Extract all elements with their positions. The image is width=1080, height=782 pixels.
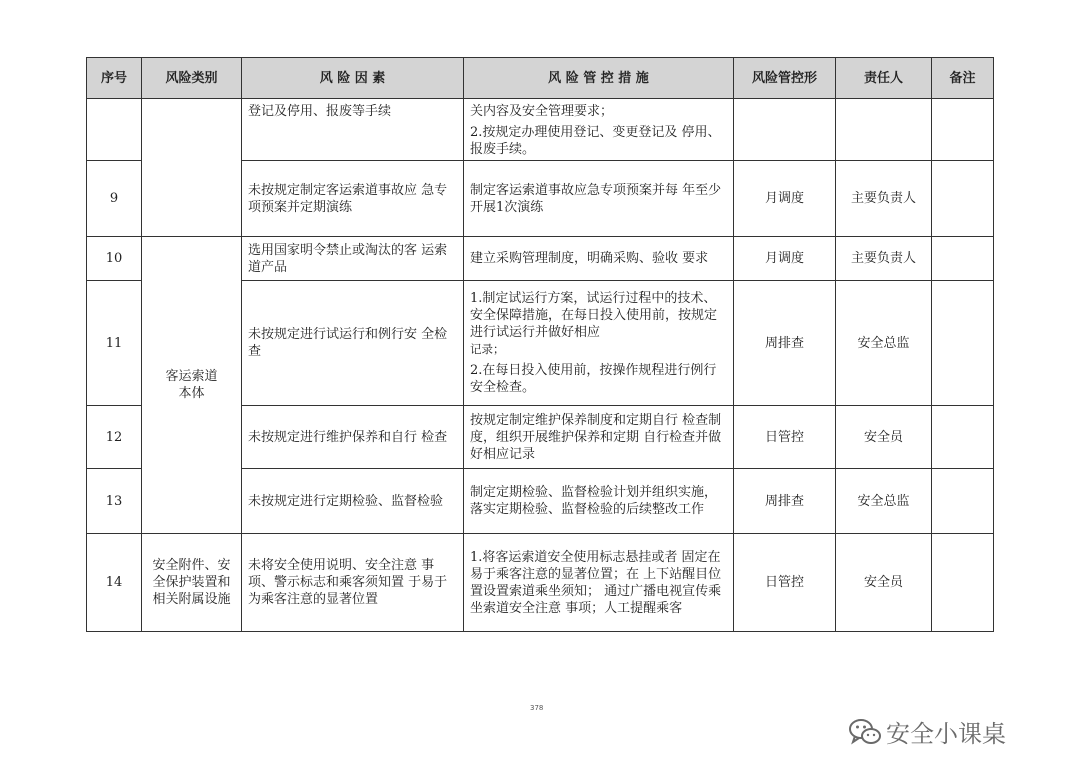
cell-note (932, 281, 994, 406)
cell-measure (464, 469, 734, 534)
wechat-icon (848, 717, 882, 747)
header-seq: 序号 (87, 58, 142, 99)
header-form: 风险管控形 (734, 58, 836, 99)
cell-category-ropeway: 客运索道本体 (142, 237, 242, 534)
cell-form: 月调度 (734, 237, 836, 281)
cell-form: 周排查 (734, 281, 836, 406)
cell-owner (836, 99, 932, 161)
cell-measure (464, 281, 734, 406)
measure-line: 1.将客运索道安全使用标志悬挂或者 固定在易于乘客注意的显著位置；在 上下站醒目位置设置索道乘坐须知； 通过广播电视宣传乘坐索道安全注意 事项；人工提醒乘客 (470, 549, 722, 616)
header-owner: 责任人 (836, 58, 932, 99)
header-measure: 风 险 管 控 措 施 (464, 58, 734, 99)
table-row (87, 237, 994, 281)
cell-factor: 选用国家明令禁止或淘汰的客 运索道产品 (242, 237, 464, 281)
cell-seq: 11 (87, 281, 142, 406)
cell-factor: 登记及停用、报废等手续 (242, 99, 464, 161)
risk-control-table (86, 57, 994, 632)
measure-line: 1.制定试运行方案，试运行过程中的技术、安全保障措施，在每日投入使用前，按规定进行试运行并做好相应 (470, 291, 718, 340)
cell-owner: 安全总监 (836, 469, 932, 534)
table-row (87, 99, 994, 161)
watermark-text: 安全小课桌 (886, 720, 1006, 748)
cell-note (932, 99, 994, 161)
cell-form: 月调度 (734, 161, 836, 237)
cell-measure (464, 161, 734, 237)
cell-form: 日管控 (734, 406, 836, 469)
cell-seq: 10 (87, 237, 142, 281)
cell-category-empty (142, 99, 242, 237)
measure-line: 关内容及安全管理要求； (470, 104, 614, 119)
cell-factor: 未按规定制定客运索道事故应 急专项预案并定期演练 (242, 161, 464, 237)
cell-factor: 未按规定进行定期检验、监督检验 (242, 469, 464, 534)
cell-note (932, 534, 994, 632)
cell-measure (464, 99, 734, 161)
cell-seq: 14 (87, 534, 142, 632)
cell-factor: 未将安全使用说明、安全注意 事项、警示标志和乘客须知置 于易于为乘客注意的显著位置 (242, 534, 464, 632)
header-factor: 风 险 因 素 (242, 58, 464, 99)
cell-measure (464, 237, 734, 281)
cell-owner: 安全员 (836, 534, 932, 632)
risk-control-table-container (86, 57, 993, 632)
measure-line: 按规定制定维护保养制度和定期自行 检查制度，组织开展维护保养和定期 自行检查并做好相应记录 (470, 412, 722, 462)
table-row (87, 534, 994, 632)
cell-owner: 安全员 (836, 406, 932, 469)
cell-form: 周排查 (734, 469, 836, 534)
header-row (87, 58, 994, 99)
measure-line: 2.按规定办理使用登记、变更登记及 停用、报废手续。 (470, 125, 721, 157)
cell-form: 日管控 (734, 534, 836, 632)
cell-factor: 未按规定进行试运行和例行安 全检查 (242, 281, 464, 406)
header-category: 风险类别 (142, 58, 242, 99)
cell-owner: 安全总监 (836, 281, 932, 406)
cell-seq: 12 (87, 406, 142, 469)
cell-note (932, 406, 994, 469)
cell-seq (87, 99, 142, 161)
measure-line: 制定定期检验、监督检验计划并组织实施，落实定期检验、监督检验的后续整改工作 (470, 485, 718, 517)
cell-note (932, 237, 994, 281)
watermark (848, 714, 1006, 749)
measure-line: 记录； (470, 342, 505, 356)
measure-line: 建立采购管理制度，明确采购、验收 要求 (470, 251, 709, 266)
measure-line: 制定客运索道事故应急专项预案并每 年至少开展1次演练 (470, 182, 722, 215)
cell-seq: 13 (87, 469, 142, 534)
cell-measure (464, 534, 734, 632)
header-note: 备注 (932, 58, 994, 99)
cell-factor: 未按规定进行维护保养和自行 检查 (242, 406, 464, 469)
cell-form (734, 99, 836, 161)
cell-measure (464, 406, 734, 469)
page-number: 378 (530, 704, 544, 712)
cell-owner: 主要负责人 (836, 161, 932, 237)
cell-seq: 9 (87, 161, 142, 237)
cell-category-accessories: 安全附件、安全保护装置和相关附属设施 (142, 534, 242, 632)
cell-note (932, 161, 994, 237)
measure-line: 2.在每日投入使用前，按操作规程进行例行安全检查。 (470, 363, 717, 395)
cell-owner: 主要负责人 (836, 237, 932, 281)
cell-note (932, 469, 994, 534)
